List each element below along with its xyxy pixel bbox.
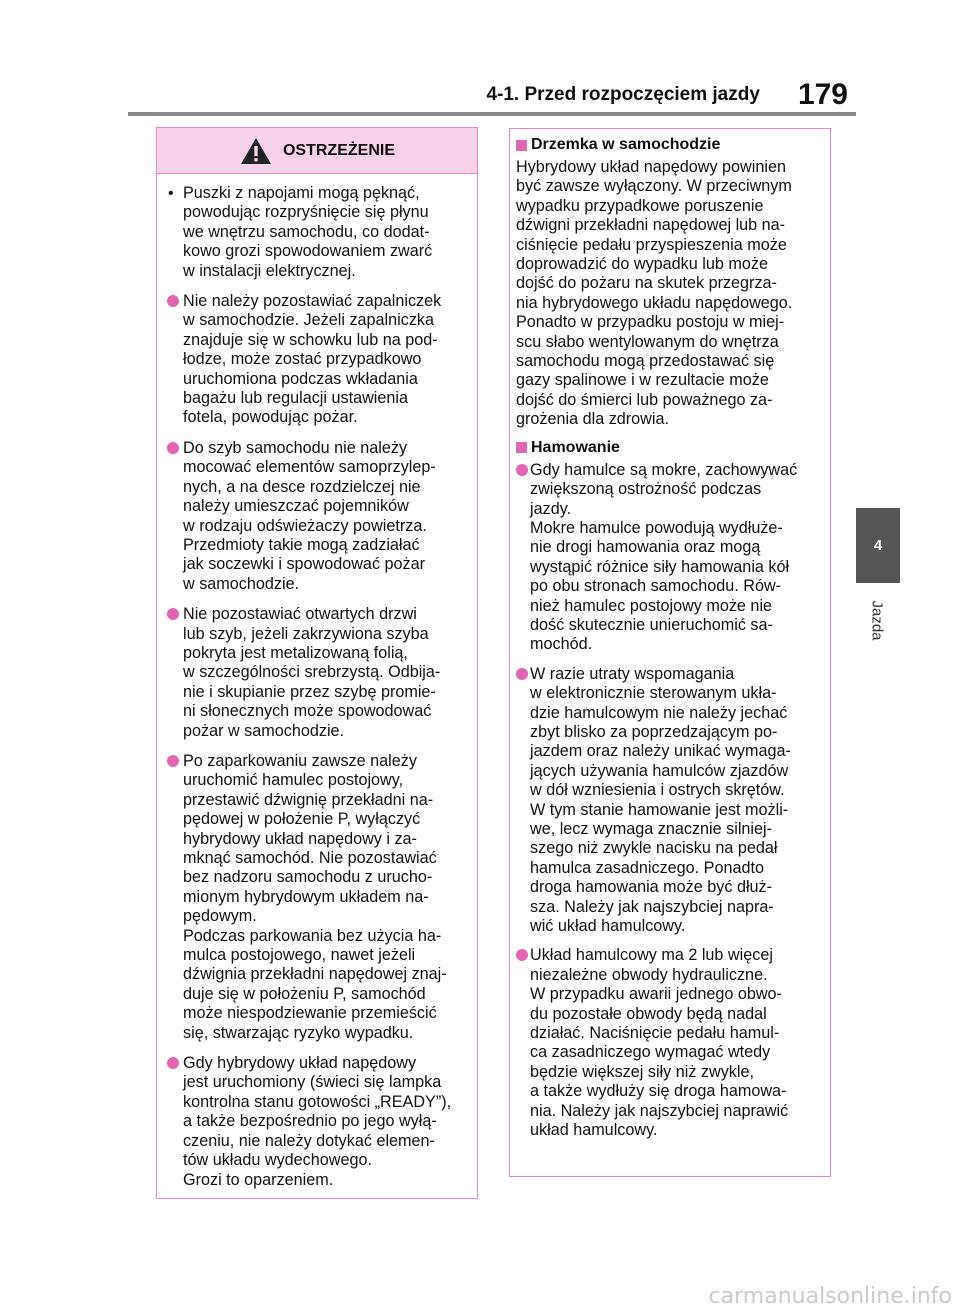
info-item-text: Układ hamulcowy ma 2 lub więcej niezależne obwody hydrauliczne. W przypadku awarii jednego obwo- du pozostałe obwody będą nadal działać. Naciśnięcie pedału hamul- ca zasadniczego wymagać wtedy będzie większej siły niż zwykle, a także wydłuży się droga hamowa- nia. Należy jak najszybciej naprawić układ hamulcowy. [530, 946, 789, 1140]
info-heading [516, 136, 824, 154]
pink-dot-icon [516, 464, 528, 476]
header-rule [128, 112, 856, 116]
pink-dot-icon [167, 442, 179, 454]
pink-dot-icon [167, 608, 179, 620]
chapter-label [862, 590, 892, 650]
warning-item-text: Do szyb samochodu nie należy mocować elementów samoprzylep- nych, a na desce rozdzielczej nie należy umieszczać pojemników w rodzaju odświeżaczy powietrza. Przedmioty takie mogą zadziałać jak soczewki i spowodować pożar w samochodzie. [183, 438, 436, 593]
chapter-tab [856, 508, 900, 583]
warning-item [167, 292, 470, 428]
chapter-number: 4 [873, 537, 883, 554]
chapter-label-text: Jazda [868, 599, 886, 641]
warning-item [167, 184, 470, 281]
warning-box [156, 127, 478, 1199]
warning-item-text: Gdy hybrydowy układ napędowy jest uruchomiony (świeci się lampka kontrolna stanu gotowości „READY”), a także bezpośrednio po jego wyłą- czeniu, nie należy dotykać elemen- tów układu wydechowego. Grozi to oparzeniem. [183, 1054, 452, 1189]
warning-item [167, 752, 470, 1043]
section-title: 4-1. Przed rozpoczęciem jazdy [486, 84, 760, 105]
warning-header [157, 128, 477, 174]
warning-item [167, 1054, 470, 1190]
page-number: 179 [797, 78, 848, 111]
bullet-icon: • [168, 185, 174, 202]
warning-item-text: Nie należy pozostawiać zapalniczek w samochodzie. Jeżeli zapalniczka znajduje się w schowku lub na pod- łodze, może zostać przypadkowo uruchomiona podczas wkładania bagażu lub regulacji ustawienia fotela, powodując pożar. [183, 292, 442, 427]
info-heading-text: Drzemka w samochodzie [531, 136, 721, 153]
pink-dot-icon [516, 949, 528, 961]
info-item [516, 946, 824, 1140]
warning-item [167, 605, 470, 741]
info-heading-text: Hamowanie [531, 438, 620, 456]
watermark: carmanualsonline.info [708, 1284, 952, 1309]
pink-dot-icon [167, 295, 179, 307]
info-item [516, 461, 824, 655]
warning-triangle-icon [239, 136, 273, 166]
warning-title: OSTRZEŻENIE [282, 141, 395, 159]
warning-body [157, 174, 477, 1190]
warning-item [167, 439, 470, 594]
warning-item-text: Nie pozostawiać otwartych drzwi lub szyb, jeżeli zakrzywiona szyba pokryta jest metalizowaną folią, w szczególności srebrzystą. Odbija- nie i skupianie przez szybę promie- ni słonecznych może spowodować pożar w samochodzie. [183, 605, 441, 740]
pink-square-icon [516, 140, 527, 151]
info-item-text: Gdy hamulce są mokre, zachowywać zwiększoną ostrożność podczas jazdy. Mokre hamulce powodują wydłuże- nie drogi hamowania oraz mogą wystąpić różnice siły hamowania kół po obu stronach samochodu. Rów- nież hamulec postojowy może nie dość skutecznie unieruchomić sa- mochód. [530, 460, 798, 654]
page-header [128, 78, 848, 112]
pink-dot-icon [167, 755, 179, 767]
warning-item-text: Po zaparkowaniu zawsze należy uruchomić hamulec postojowy, przestawić dźwignię przekładni na- pędowej w położenie P, wyłączyć hybrydowy układ napędowy i za- mknąć samochód. Nie pozostawiać bez nadzoru samochodu z urucho- mionym hybrydowym układem na- pędowym. Podczas parkowania bez użycia ha- mulca postojowego, nawet jeżeli dźwignia przekładni napędowej znaj- duje się w położeniu P, samochód może niespodziewanie przemieścić się, stwarzając ryzyko wypadku. [183, 751, 447, 1042]
pink-square-icon [516, 442, 527, 453]
pink-dot-icon [516, 668, 528, 680]
info-box [509, 128, 831, 1177]
pink-dot-icon [167, 1057, 179, 1069]
warning-item-text: Puszki z napojami mogą pęknąć, powodując rozpryśnięcie się płynu we wnętrzu samochodu, co dodat- kowo grozi spowodowaniem zwarć w instalacji elektrycznej. [183, 184, 433, 280]
info-item-text: W razie utraty wspomagania w elektronicznie sterowanym ukła- dzie hamulcowym nie należy jechać zbyt blisko za poprzedzającym po- jazdem oraz należy unikać wymaga- jących używania hamulców zjazdów w dół wzniesienia i ostrych skrętów. W tym stanie hamowanie jest możli- we, lecz wymaga znacznie silniej- szego niż zwykle nacisku na pedał hamulca zasadniczego. Ponadto droga hamowania może być dłuż- sza. Należy jak najszybciej napra- wić układ hamulcowy. [530, 664, 791, 936]
info-heading [516, 439, 824, 457]
info-paragraph: Hybrydowy układ napędowy powinien być zawsze wyłączony. W przeciwnym wypadku przypadkowe poruszenie dźwigni przekładni napędowej lub na- ciśnięcie pedału przyspieszenia może doprowadzić do wypadku lub może dojść do pożaru na skutek przegrza- nia hybrydowego układu napędowego. Ponadto w przypadku postoju w miej- scu słabo wentylowanym do wnętrza samochodu mogą przedostawać się gazy spalinowe i w rezultacie może dojść do śmierci lub poważnego za- grożenia dla zdrowia. [516, 158, 793, 429]
info-item [516, 665, 824, 937]
